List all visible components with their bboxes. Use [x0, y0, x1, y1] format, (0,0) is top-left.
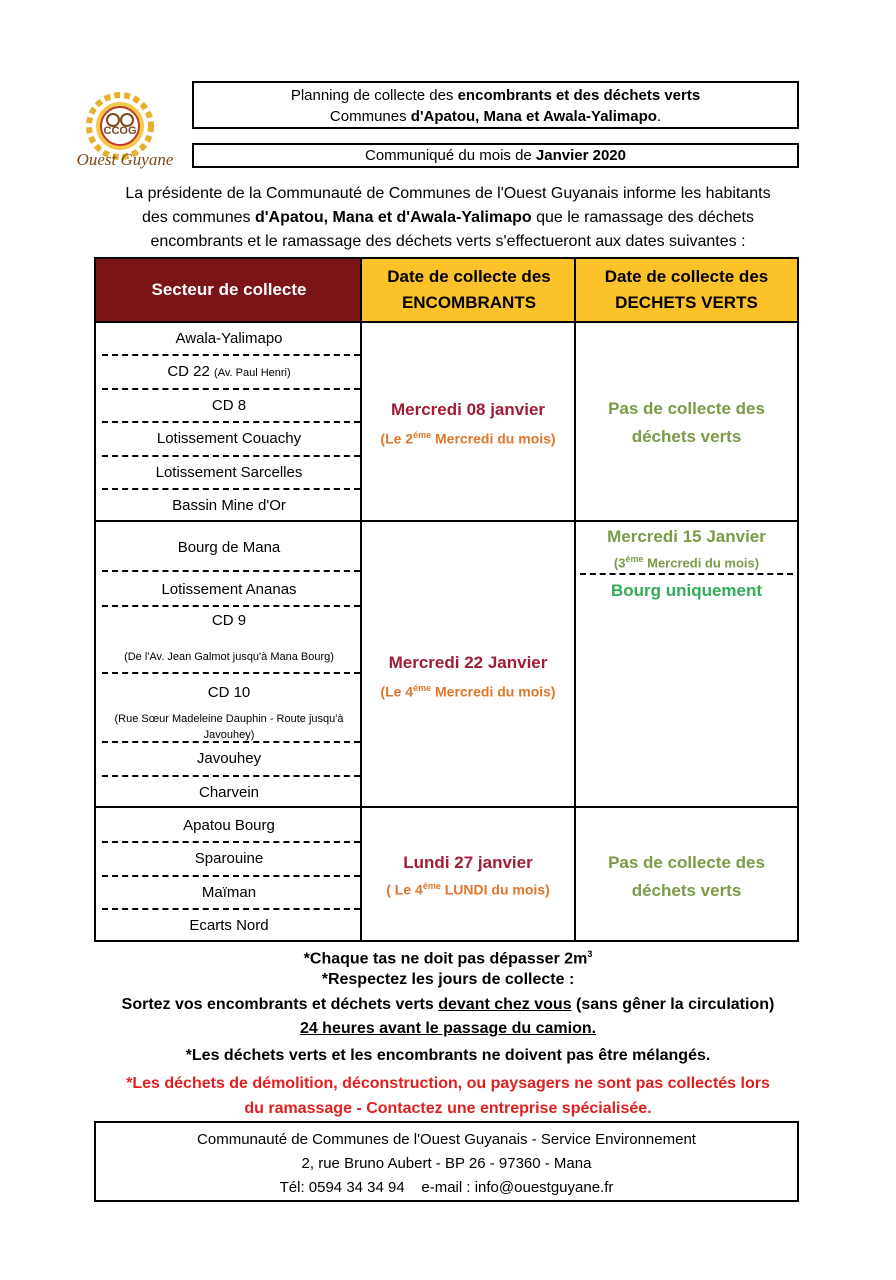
sector-awala: Awala-Yalimapo — [175, 330, 283, 347]
note-heures: 24 heures avant le passage du camion. — [299, 1020, 597, 1037]
sector-cd9-note: (De l'Av. Jean Galmot jusqu'à Mana Bourg) — [124, 651, 334, 663]
contact-phone-email: Tél: 0594 34 34 94 e-mail : info@ouestguyane.fr — [279, 1179, 614, 1196]
sector-cd9: CD 9 — [211, 612, 247, 629]
logo-wordmark: Ouest Guyane — [76, 150, 174, 169]
note-melange: *Les déchets verts et les encombrants ne doivent pas être mélangés. — [185, 1047, 711, 1064]
sector-cd22: CD 22 (Av. Paul Henri) — [167, 363, 291, 380]
title-line-2: Communes d'Apatou, Mana et Awala-Yalimapo. — [329, 108, 662, 125]
note-respect: *Respectez les jours de collecte : — [321, 971, 575, 988]
note-sortez: Sortez vos encombrants et déchets verts devant chez vous (sans gêner la circulation) — [121, 996, 775, 1013]
group2-enc-sub: (Le $4^{éme}$ Mercredi du mois) — [380, 683, 556, 700]
group1-enc-date: Mercredi 08 janvier — [390, 400, 546, 419]
sector-charvein: Charvein — [198, 784, 260, 801]
sector-cd10: CD 10 — [207, 684, 251, 701]
group2-verts-sub: ($3^{éme}$ Mercredi du mois) — [613, 554, 760, 571]
header-sector: Secteur de collecte — [96, 259, 362, 321]
sector-cd10-note: (Rue Sœur Madeleine Dauphin - Route jusqu'à Javouhey) — [114, 713, 344, 741]
sector-ecarts-nord: Ecarts Nord — [189, 917, 269, 934]
contact-box: Communauté de Communes de l'Ouest Guyanais - Service Environnement 2, rue Bruno Aubert - BP 26 - 97360 - Mana Tél: 0594 34 34 94 e-mail : info@ouestguyane.fr — [94, 1121, 799, 1202]
sector-cd8: CD 8 — [211, 397, 247, 414]
group2-verts-note: Bourg uniquement — [610, 581, 763, 600]
header-encombrants: Date de collecte des ENCOMBRANTS — [362, 259, 576, 321]
note-tas: *Chaque tas ne doit pas dépasser $2m^3$ — [303, 949, 593, 968]
sector-ananas: Lotissement Ananas — [161, 581, 297, 598]
group3-enc-sub: ( Le $4^{éme}$ LUNDI du mois) — [386, 881, 550, 898]
intro-paragraph: La présidente de la Communauté de Communes de l'Ouest Guyanais informe les habitants des communes d'Apatou, Mana et d'Awala-Yalimapo que le ramassage des déchets encombrants et le ramassage des déchets verts s'effectueront aux dates suivantes : — [125, 185, 771, 250]
group2-enc-date: Mercredi 22 Janvier — [388, 653, 548, 672]
sector-apatou: Apatou Bourg — [183, 817, 275, 834]
group2-verts-date: Mercredi 15 Janvier — [607, 527, 766, 546]
group1-enc-sub: (Le $2^{éme}$ Mercredi du mois) — [380, 430, 556, 447]
note-demolition: *Les déchets de démolition, déconstruction, ou paysagers ne sont pas collectés lors du ramassage - Contactez une entreprise spécialisée. — [126, 1075, 770, 1117]
header-dechets-verts: Date de collecte des DECHETS VERTS — [576, 259, 797, 321]
sector-mine-dor: Bassin Mine d'Or — [172, 497, 286, 514]
sector-maiman: Maïman — [201, 884, 257, 901]
title-line-1: Planning de collecte des encombrants et des déchets verts — [290, 87, 701, 104]
sector-couachy: Lotissement Couachy — [156, 430, 302, 447]
group1-verts: Pas de collecte des déchets verts — [608, 399, 765, 446]
sector-sparouine: Sparouine — [194, 850, 264, 867]
group3-verts: Pas de collecte des déchets verts — [608, 853, 765, 900]
sector-sarcelles: Lotissement Sarcelles — [155, 464, 303, 481]
sector-javouhey: Javouhey — [196, 750, 262, 767]
schedule-table — [94, 257, 799, 942]
month-box: Communiqué du mois de Janvier 2020 — [192, 143, 799, 168]
title-box — [192, 81, 799, 129]
svg-text:CCOG: CCOG — [103, 125, 137, 137]
group3-enc-date: Lundi 27 janvier — [403, 853, 533, 872]
sector-bourg-mana: Bourg de Mana — [177, 539, 281, 556]
